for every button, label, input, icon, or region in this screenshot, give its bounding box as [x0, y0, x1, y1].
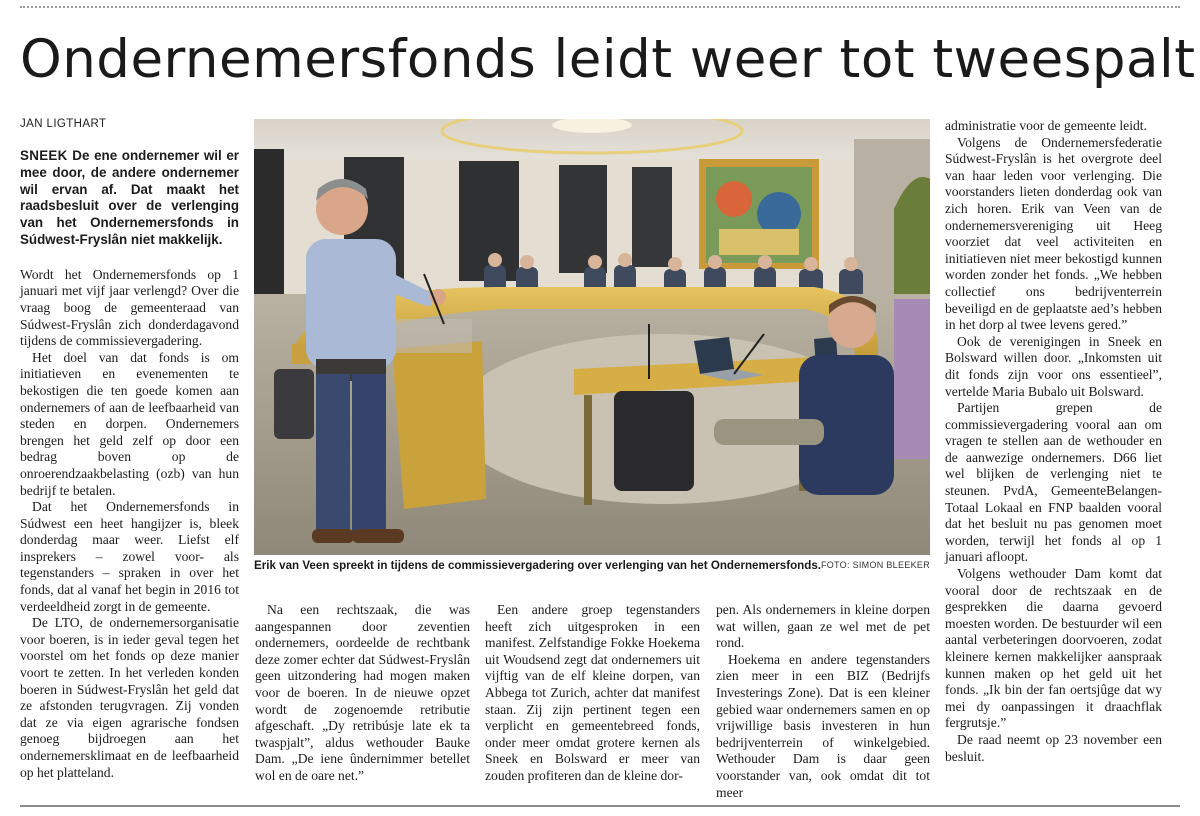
body-paragraph: De LTO, de ondernemersorganisatie voor boeren, is in ieder geval tegen het voorstel om het fonds op deze manier voort te zetten. In het verleden konden boeren in Súdwest-Fryslân het geld dat ze afstonden terugvragen. Zij vonden dat ze via eigen agrarische fondsen genoeg bijdroegen aan het ondernemersklimaat en de leefbaarheid op het platteland.: [20, 615, 239, 780]
photo-caption: [254, 559, 930, 572]
lead-text: De ene ondernemer wil er mee door, de andere ondernemer wil ervan af. Dat maakt het raadsbesluit over de verlenging van het Ondernemersfonds in Súdwest-Fryslân niet makkelijk.: [20, 148, 239, 247]
body-paragraph: Ook de verenigingen in Sneek en Bolsward willen door. „Inkomsten uit dit fonds zijn voor ons essentieel”, vertelde Maria Bubalo uit Bolsward.: [945, 333, 1162, 399]
body-paragraph: De raad neemt op 23 november een besluit.: [945, 731, 1162, 764]
council-meeting-illustration: [254, 119, 930, 555]
column-1: [20, 148, 239, 781]
photo-credit: FOTO: SIMON BLEEKER: [820, 560, 930, 570]
body-paragraph: Het doel van dat fonds is om initiatieven en evenementen te bekostigen die ten goede komen aan ondernemers of aan de leefbaarheid van steden en dorpen. Ondernemers brengen het geld zelf op door een bedrag boven op de onroerendzaakbelasting (ozb) van hun bedrijf te betalen.: [20, 349, 239, 498]
body-paragraph: Partijen grepen de commissievergadering vooral aan om vragen te stellen aan de wethouder en de aanwezige ondernemers. D66 liet wel blijken de verlenging niet te steunen. PvdA, GemeenteBelangen-Totaal Lokaal en FNP baalden vooral dat het besluit nu pas genomen moet worden, terwijl het fonds al op 1 januari afloopt.: [945, 400, 1162, 565]
body-paragraph: Volgens wethouder Dam komt dat vooral door de rechtszaak en de gesprekken die daarna gevoerd moesten worden. De bestuurder wil een aantal verbeteringen doorvoeren, zodat kleinere kernen makkelijker aanspraak kunnen maken op het geld uit het fonds. „Ik bin der fan oertsjûge dat wy mei dy oanpassingen it draachflak fergrutsje.”: [945, 566, 1162, 731]
column-3: [485, 602, 700, 785]
body-paragraph: Na een rechtszaak, die was aangespannen door zeventien ondernemers, oordeelde de rechtbank deze zomer echter dat Súdwest-Fryslân geen uitzondering had mogen maken voor de boeren. In de nieuwe opzet wordt de zogenoemde retributie afgeschaft. „Dy retribúsje late ek ta twaspjalt”, aldus wethouder Bauke Dam. „De iene ûndernimmer betellet wol en de oare net.”: [255, 602, 470, 783]
lead-paragraph: [20, 148, 239, 249]
column-4: [716, 602, 930, 801]
caption-text: Erik van Veen spreekt in tijdens de commissievergadering over verlenging van het Ondernemersfonds.: [254, 559, 822, 572]
body-paragraph: Dat het Ondernemersfonds in Súdwest een heet hangijzer is, bleek donderdag maar weer. Liefst elf insprekers – zowel voor- als tegenstanders – spraken in over het fonds, dat al vanaf het begin in 2016 tot verdeeldheid zorgt in de gemeente.: [20, 499, 239, 614]
body-paragraph: Volgens de Ondernemersfederatie Súdwest-Fryslân is het overgrote deel van haar leden voor verlenging. Die voorstanders lieten donderdag ook van zich horen. Erik van Veen van de ondernemersvereniging uit Heeg voorziet dat veel activiteiten en initiatieven niet meer bekostigd kunnen worden zonder het fonds. „We hebben collectief ons bedrijventerrein beveiligd en de geplaatste aed’s hebben in het dorp al twee levens gered.”: [945, 134, 1162, 333]
headline: Ondernemersfonds leidt weer tot tweespalt: [20, 29, 1196, 90]
top-dotted-rule: [20, 6, 1180, 8]
column-5: [945, 118, 1162, 765]
body-paragraph: pen. Als ondernemers in kleine dorpen wat willen, gaan ze wel met de pet rond.: [716, 602, 930, 651]
bottom-rule: [20, 805, 1180, 807]
article-photo: [254, 119, 930, 555]
byline: JAN LIGTHART: [20, 118, 107, 130]
body-paragraph: Wordt het Ondernemersfonds op 1 januari met vijf jaar verlengd? Over die vraag boog de gemeenteraad van Súdwest-Fryslân zich donderdagavond tijdens de commissievergadering.: [20, 266, 239, 349]
column-2: [255, 602, 470, 785]
body-paragraph: Een andere groep tegenstanders heeft zich uitgesproken in een manifest. Zelfstandige Fokke Hoekema uit Woudsend zegt dat ondernemers uit vijftig van de elf kleine dorpen, van Abbega tot Zurich, achter dat manifest staan. Zij zijn pertinent tegen een verplicht en gemeentebreed fonds, onder meer omdat grotere kernen als Sneek en Bolsward er meer van zouden profiteren dan de kleine dor-: [485, 602, 700, 783]
body-paragraph: Hoekema en andere tegenstanders zien meer in een BIZ (Bedrijfs Investerings Zone). Dat is een kleiner gebied waar ondernemers samen en op vrijwillige basis investeren in hun bedrijventerrein of winkelgebied. Wethouder Dam is daar geen voorstander van, ook omdat dit tot meer: [716, 651, 930, 800]
body-paragraph: administratie voor de gemeente leidt.: [945, 118, 1147, 133]
dateline: SNEEK: [20, 148, 68, 163]
